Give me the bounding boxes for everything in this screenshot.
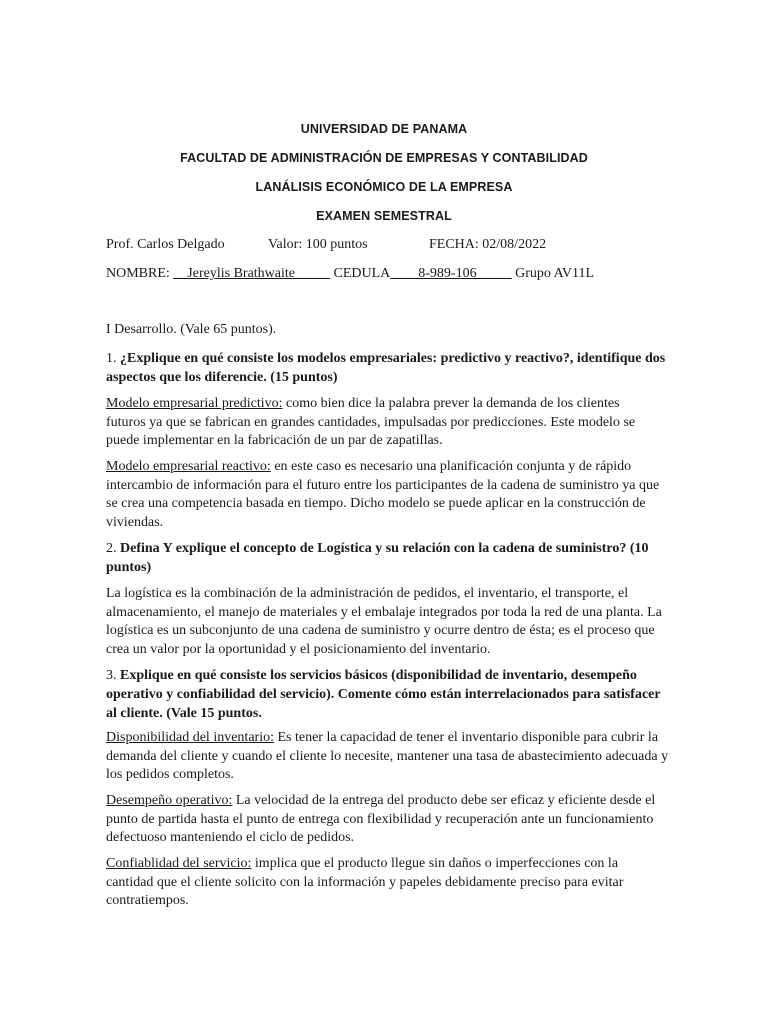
university-title: UNIVERSIDAD DE PANAMA bbox=[300, 122, 468, 136]
answer-text: Es tener la capacidad de tener el inventario disponible para cubrir la demanda del cliente y cuando el cliente lo necesite, mantener una tasa de abastecimiento adecuada y los pedidos completos. bbox=[106, 730, 669, 782]
student-line bbox=[106, 266, 594, 282]
question-number: 3. bbox=[106, 668, 120, 683]
exam-title: EXAMEN SEMESTRAL bbox=[316, 209, 452, 223]
answer-label: Modelo empresarial predictivo: bbox=[106, 396, 283, 411]
answer-3c bbox=[106, 855, 646, 911]
question-1 bbox=[106, 349, 666, 387]
professor-name: Prof. Carlos Delgado bbox=[106, 237, 225, 252]
answer-text: La logística es la combinación de la administración de pedidos, el inventario, el transporte, el almacenamiento, el manejo de materiales y el embalaje integrados por toda la red de una planta. La logística es un subconjunto de una cadena de suministro y ocurre dentro de ésta; es el proceso que crea un valor por la oportunidad y el posicionamiento del inventario. bbox=[106, 586, 662, 657]
answer-1a bbox=[106, 395, 658, 451]
student-name: __Jereylis Brathwaite_____ bbox=[173, 266, 330, 281]
answer-1b bbox=[106, 458, 668, 532]
answer-label: Desempeño operativo: bbox=[106, 793, 233, 808]
answer-text: implica que el producto llegue sin daños o imperfecciones con la cantidad que el cliente solicito con la información y papeles debidamente preciso para evitar contratiempos. bbox=[106, 856, 624, 908]
answer-3a bbox=[106, 729, 670, 785]
question-text: Defina Y explique el concepto de Logística y su relación con la cadena de suministro? (10 puntos) bbox=[106, 541, 649, 575]
question-text: Explique en qué consiste los servicios básicos (disponibilidad de inventario, desempeño operativo y confiabilidad del servicio). Comente cómo están interrelacionados para satisfacer al cliente. (Vale 15 puntos. bbox=[106, 668, 661, 721]
answer-label: Disponibilidad del inventario: bbox=[106, 730, 274, 745]
section-title: I Desarrollo. (Vale 65 puntos). bbox=[106, 322, 277, 337]
answer-2 bbox=[106, 585, 668, 659]
answer-text: La velocidad de la entrega del producto debe ser eficaz y eficiente desde el punto de partida hasta el punto de entrega con flexibilidad y recuperación ante un funcionamiento defectuoso manteniendo el ciclo de pedidos. bbox=[106, 793, 656, 845]
answer-text: como bien dice la palabra prever la demanda de los clientes futuros ya que se fabrican en grandes cantidades, impulsadas por predicciones. Este modelo se puede implementar en la fabricación de un par de zapatillas. bbox=[106, 396, 636, 448]
answer-3b bbox=[106, 792, 666, 848]
exam-value: Valor: 100 puntos bbox=[268, 237, 368, 252]
answer-label: Confiablidad del servicio: bbox=[106, 856, 252, 871]
question-number: 1. bbox=[106, 351, 120, 366]
question-text: ¿Explique en qué consiste los modelos empresariales: predictivo y reactivo?, identifique dos aspectos que los diferencie. (15 puntos) bbox=[106, 351, 666, 385]
exam-date: FECHA: 02/08/2022 bbox=[429, 237, 547, 252]
question-2 bbox=[106, 539, 661, 577]
question-3 bbox=[106, 666, 666, 723]
faculty-title: FACULTAD DE ADMINISTRACIÓN DE EMPRESAS Y CONTABILIDAD bbox=[180, 151, 588, 165]
cedula-value: ____8-989-106_____ bbox=[390, 266, 512, 281]
info-line bbox=[106, 237, 546, 253]
course-title: LANÁLISIS ECONÓMICO DE LA EMPRESA bbox=[255, 180, 513, 194]
question-number: 2. bbox=[106, 541, 120, 556]
answer-label: Modelo empresarial reactivo: bbox=[106, 459, 271, 474]
name-label: NOMBRE: bbox=[106, 266, 174, 281]
group-label: Grupo AV11L bbox=[511, 266, 595, 281]
cedula-label: CEDULA bbox=[329, 266, 391, 281]
answer-text: en este caso es necesario una planificación conjunta y de rápido intercambio de información para el futuro entre los participantes de la cadena de suministro ya que se crea una competencia basada en tiempo. Dicho modelo se puede aplicar en la construcción de viviendas. bbox=[106, 459, 660, 530]
